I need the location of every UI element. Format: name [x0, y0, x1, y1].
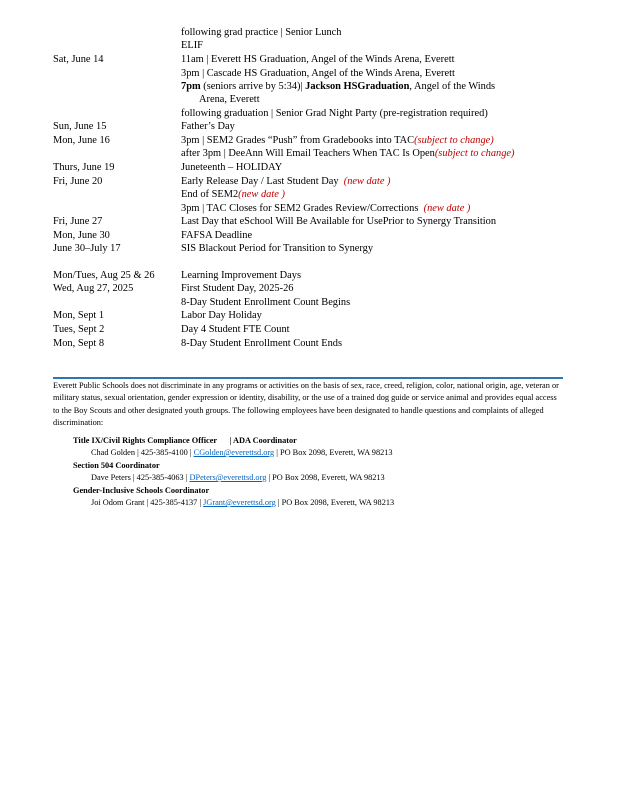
event-text: 11am | Everett HS Graduation, Angel of the Winds Arena, Everett — [181, 54, 455, 65]
event-title: Jackson HSGraduation — [305, 81, 410, 92]
event-date: Fri, June 27 — [53, 216, 103, 227]
event-time: 7pm — [181, 81, 201, 92]
gender-inclusive-header: Gender-Inclusive Schools Coordinator — [73, 486, 210, 495]
nondiscrimination-notice: Everett Public Schools does not discriminate in any programs or activities on the basis of sex, race, creed, religion, color, national origin, age, veteran or military status, sexual orientation, gender expression or identity, disability, or the use of a trained dog guide or service animal and provides equal access to the Boy Scouts and other designated youth groups. The following employees have been designated to handle questions and complaints of alleged discrimination: — [53, 381, 559, 427]
event-text — [181, 147, 514, 160]
event-detail: 3pm | SEM2 Grades “Push” from Gradebooks into TAC — [181, 135, 415, 146]
event-text: 3pm | Cascade HS Graduation, Angel of the Winds Arena, Everett — [181, 68, 455, 79]
event-text: Labor Day Holiday — [181, 310, 262, 321]
event-date: Tues, Sept 2 — [53, 324, 105, 335]
event-detail: after 3pm | DeeAnn Will Email Teachers When TAC Is Open — [181, 148, 435, 159]
contact-line — [91, 497, 394, 509]
change-note: (subject to change) — [414, 135, 494, 146]
event-text — [181, 188, 285, 201]
contact-name: Chad Golden | 425-385-4100 | — [91, 448, 194, 457]
change-note: (new date ) — [238, 189, 285, 200]
section-504-header: Section 504 Coordinator — [73, 461, 160, 470]
event-text: Arena, Everett — [199, 94, 260, 105]
event-text: ELIF — [181, 40, 203, 51]
event-detail: End of SEM2 — [181, 189, 239, 200]
contact-address: | PO Box 2098, Everett, WA 98213 — [274, 448, 393, 457]
contact-name: Joi Odom Grant | 425-385-4137 | — [91, 498, 204, 507]
event-date: Mon, Sept 8 — [53, 338, 105, 349]
event-detail: , Angel of the Winds — [409, 81, 496, 92]
event-text: Day 4 Student FTE Count — [181, 324, 290, 335]
event-text: SIS Blackout Period for Transition to Synergy — [181, 243, 374, 254]
event-date: Wed, Aug 27, 2025 — [53, 283, 134, 294]
event-date: Sun, June 15 — [53, 121, 107, 132]
event-text: Father’s Day — [181, 121, 235, 132]
contact-address: | PO Box 2098, Everett, WA 98213 — [266, 473, 385, 482]
event-date: Mon, Sept 1 — [53, 310, 105, 321]
event-text: 8-Day Student Enrollment Count Ends — [181, 338, 343, 349]
event-text — [181, 202, 470, 215]
event-text — [181, 175, 391, 188]
email-link[interactable]: DPeters@everettsd.org — [189, 473, 267, 482]
change-note: (new date ) — [343, 176, 391, 187]
event-text: Learning Improvement Days — [181, 270, 302, 281]
contact-name: Dave Peters | 425-385-4063 | — [91, 473, 190, 482]
event-text: Juneteenth – HOLIDAY — [181, 162, 283, 173]
change-note: (new date ) — [423, 203, 471, 214]
event-date: June 30–July 17 — [53, 243, 121, 254]
event-detail: 3pm | TAC Closes for SEM2 Grades Review/Corrections — [181, 203, 419, 214]
email-link[interactable]: JGrant@everettsd.org — [203, 498, 276, 507]
event-text — [181, 80, 495, 93]
event-date: Fri, June 20 — [53, 176, 103, 187]
event-date: Mon/Tues, Aug 25 & 26 — [53, 270, 155, 281]
event-text — [181, 134, 494, 147]
event-date: Mon, June 16 — [53, 135, 110, 146]
event-text: First Student Day, 2025-26 — [181, 283, 294, 294]
event-text: 8-Day Student Enrollment Count Begins — [181, 297, 351, 308]
section-divider — [53, 377, 563, 379]
event-text: following grad practice | Senior Lunch — [181, 27, 342, 38]
event-date: Mon, June 30 — [53, 230, 110, 241]
event-text: FAFSA Deadline — [181, 230, 253, 241]
change-note: (subject to change) — [434, 148, 515, 159]
event-text: Last Day that eSchool Will Be Available for UsePrior to Synergy Transition — [181, 216, 497, 227]
event-detail: Early Release Day / Last Student Day — [181, 176, 339, 187]
contact-address: | PO Box 2098, Everett, WA 98213 — [275, 498, 395, 507]
event-detail: (seniors arrive by 5:34)| — [200, 81, 306, 92]
email-link[interactable]: CGolden@everettsd.org — [193, 448, 275, 457]
contact-header — [73, 435, 297, 447]
event-date: Sat, June 14 — [53, 54, 104, 65]
event-date: Thurs, June 19 — [53, 162, 115, 173]
contact-line — [91, 472, 385, 484]
event-text: following graduation | Senior Grad Night Party (pre-registration required) — [181, 108, 488, 119]
title-ix-header: Title IX/Civil Rights Compliance Officer — [73, 436, 218, 445]
ada-header: | ADA Coordinator — [229, 436, 297, 445]
contact-line — [91, 447, 393, 459]
